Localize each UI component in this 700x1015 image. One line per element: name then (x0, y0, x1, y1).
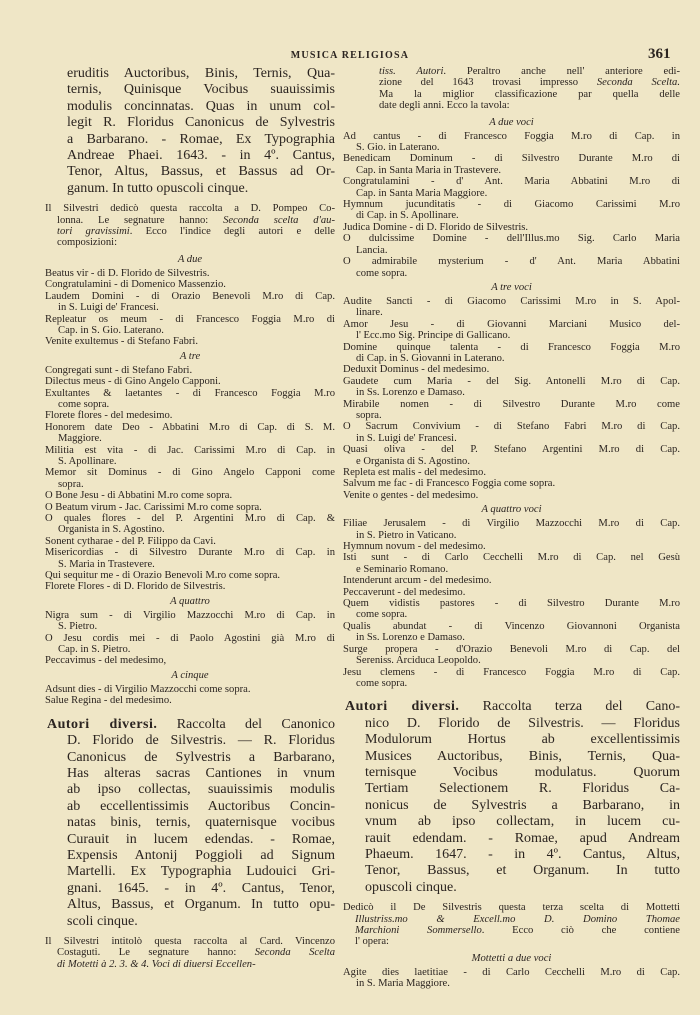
text-line: Qui sequitur me - di Orazio Benevoli M.ro come sopra. (45, 570, 281, 582)
section-heading (343, 503, 680, 517)
text-line: Cap. in Santa Maria in Trastevere. (356, 164, 502, 176)
text-line: Jesu clemens - di Francesco Foggia M.ro di Cap. (343, 666, 680, 678)
motet-list-item (343, 222, 680, 233)
motet-list-item (343, 467, 680, 478)
text-line: Nigra sum - di Virgilio Mazzocchi M.ro di Cap. in (45, 609, 335, 621)
text-line: Il Silvestri intitolò questa raccolta al Card. Vincenzo (45, 935, 335, 947)
motet-list-item (45, 279, 335, 290)
text-line: Deduxit Dominus - del medesimo. (343, 364, 490, 376)
motet-list-item (343, 153, 680, 176)
motet-list-item (45, 291, 335, 314)
text-line: Agite dies laetitiae - di Carlo Cecchelli M.ro di Cap. (343, 966, 680, 978)
text-line: Dedicò il De Silvestris questa terza scelta di Mottetti (343, 902, 680, 914)
text-line: eruditis Auctoribus, Binis, Ternis, Qua- (67, 66, 335, 81)
text-line: sopra. (58, 478, 84, 490)
motet-list-item (45, 268, 335, 279)
text-span: . Peraltro anche nell' anteriore edi- (443, 66, 680, 77)
text-line: A quattro voci (481, 504, 542, 516)
text-line (343, 77, 680, 88)
text-span: Raccolta terza del Cano- (459, 699, 680, 715)
italic-text: tori gravissimi (57, 226, 130, 238)
entry-heading: Autori diversi. (345, 699, 460, 715)
section-heading (343, 952, 680, 966)
text-line: Cap. in Santa Maria Maggiore. (356, 187, 488, 199)
motet-list-item (45, 655, 335, 666)
text-line: Adsunt dies - di Virgilio Mazzocchi come sopra. (45, 683, 251, 695)
text-line: a Barbarano. - Romae, Ex Typographia (67, 131, 335, 147)
motet-list-item (45, 376, 335, 387)
section-heading (343, 116, 680, 130)
text-line: Expensis Antonij Poggioli ad Signum (67, 847, 335, 863)
text-line: l' Ecc.mo Sig. Principe di Gallicano. (356, 330, 511, 342)
motet-list-item (343, 587, 680, 598)
motet-list-item (45, 467, 335, 490)
motet-list-item (45, 684, 335, 695)
motet-list-item (45, 422, 335, 445)
running-header: MUSICA RELIGIOSA (290, 50, 410, 61)
motet-list-item (45, 336, 335, 347)
text-line: date degli anni. Ecco la tavola: (379, 100, 510, 112)
text-line: ab ipso collectas, suauissimis modulis (67, 782, 335, 798)
text-line: Il Silvestri dedicò questa raccolta a D. Pompeo Co- (45, 203, 335, 215)
text-line: O quales flores - del P. Argentini M.ro di Cap. & (45, 513, 335, 524)
text-line: Musices Auctoribus, Binis, Ternis, Qua- (365, 748, 680, 764)
text-line: Altus, Bassus, et Organum. In tutto opu- (67, 897, 335, 913)
spacer (343, 689, 680, 699)
bibliographic-entry (45, 717, 335, 930)
spacer (45, 707, 335, 717)
text-line: Peccavimus - del medesimo, (45, 655, 167, 667)
text-line (45, 215, 335, 226)
text-line: Tenor, Altus, Bassus, et Bassus ad Or- (67, 164, 335, 180)
motet-list-item (343, 552, 680, 575)
text-line: Canonicus de Sylvestris a Barbarano, (67, 749, 335, 765)
text-line: O admirabile mysterium - d' Ant. Maria Abbatini (343, 256, 680, 268)
motet-list-item (45, 490, 335, 501)
editorial-note (343, 902, 680, 948)
text-line: in Ss. Lorenzo e Damaso. (356, 632, 465, 644)
motet-list-item (45, 695, 335, 706)
text-line: Lancia. (356, 244, 388, 256)
motet-list-item (45, 570, 335, 581)
text-line: rauit edendam. - Romae, apud Andream (365, 830, 680, 846)
editorial-note (45, 203, 335, 249)
page-number: 361 (648, 46, 671, 62)
text-line: in S. Pietro in Vaticano. (356, 529, 457, 541)
text-line: Quem vidistis pastores - di Silvestro Durante M.ro (343, 598, 680, 610)
text-line: Domine quinque talenta - di Francesco Foggia M.ro (343, 341, 680, 353)
text-line: A quattro (170, 595, 210, 607)
text-line: Maggiore. (58, 433, 102, 445)
text-line: Honorem date Deo - Abbatini M.ro di Cap. di S. M. (45, 421, 335, 433)
bibliographic-entry (343, 699, 680, 896)
text-line: in S. Luigi de' Francesi. (58, 302, 159, 314)
text-line: Phaeum. 1647. - in 4º. Cantus, Altus, (365, 846, 680, 862)
text-line: Sonent cytharae - del P. Filippo da Cavi. (45, 535, 216, 547)
text-line: A due (177, 253, 203, 265)
text-line: Venite o gentes - del medesimo. (343, 489, 479, 501)
bibliographic-entry (45, 66, 335, 197)
section-heading (45, 595, 335, 609)
text-line: Gaudete cum Maria - del Sig. Antonelli M.ro di Cap. (343, 375, 680, 387)
text-line: Hymnum jucunditatis - di Giacomo Carissimi M.ro (343, 199, 680, 211)
text-line: D. Florido de Silvestris. — R. Floridus (67, 733, 335, 749)
text-line: Sereniss. Arciduca Leopoldo. (356, 655, 481, 667)
text-line: O Jesu cordis mei - di Paolo Agostini già M.ro di (45, 632, 335, 644)
text-line: e Organista di S. Agostino. (356, 455, 470, 467)
text-line: Cap. in S. Gio. Laterano. (58, 324, 164, 336)
text-line: Beatus vir - di D. Florido de Silvestris. (45, 267, 210, 279)
text-line: O Sacrum Convivium - di Stefano Fabri M.ro di Cap. (343, 421, 680, 433)
text-line: come sopra. (58, 398, 110, 410)
editorial-note (343, 66, 680, 112)
text-line: O Bone Jesu - di Abbatini M.ro come sopra. (45, 490, 233, 502)
motet-list-item (343, 541, 680, 552)
text-line: come sopra. (356, 677, 408, 689)
text-line (343, 699, 680, 715)
motet-list-item (343, 233, 680, 256)
text-line (343, 925, 680, 936)
text-line: ganum. In tutto opuscoli cinque. (67, 180, 249, 196)
text-span: zione del 1643 trovasi impresso (379, 77, 597, 89)
text-line (343, 914, 680, 925)
text-line: Ad cantus - di Francesco Foggia M.ro di Cap. in (343, 130, 680, 142)
text-line: vnum ab ipso collectam, in lucem cu- (365, 814, 680, 830)
text-line (45, 717, 335, 733)
text-line (45, 226, 335, 237)
entry-heading: Autori diversi. (47, 716, 158, 732)
motet-list-item (343, 131, 680, 154)
italic-text: di Motetti à 2. 3. & 4. Voci di diuersi Eccellen- (57, 958, 256, 970)
text-line: Laudem Domini - di Orazio Benevoli M.ro di Cap. (45, 290, 335, 302)
text-line: Salvum me fac - di Francesco Foggia come sopra. (343, 478, 556, 490)
motet-list-item (45, 314, 335, 337)
motet-list-item (45, 410, 335, 421)
motet-list-item (343, 176, 680, 199)
text-line: in S. Maria Maggiore. (356, 978, 450, 990)
text-line: Repleatur os meum - di Francesco Foggia M.ro di (45, 313, 335, 325)
text-span: . Ecco l'indice degli autori e delle (129, 226, 335, 238)
text-line: Dilectus meus - di Gino Angelo Capponi. (45, 376, 221, 388)
motet-list-item (343, 199, 680, 222)
text-span: . Ecco ciò che contiene (481, 925, 680, 936)
motet-list-item (343, 319, 680, 342)
motet-list-item (343, 364, 680, 375)
text-line: Misericordias - di Silvestro Durante M.ro di Cap. in (45, 547, 335, 559)
text-line: Curauit in lucem edendas. - Romae, (67, 831, 335, 847)
text-line: Judica Domine - di D. Florido de Silvestris. (343, 221, 529, 233)
text-line: Filiae Jerusalem - di Virgilio Mazzocchi M.ro di Cap. (343, 518, 680, 530)
text-line: legit R. Floridus Canonicus de Sylvestris (67, 115, 335, 131)
text-line: Has alteras sacras Cantiones in vnum (67, 765, 335, 781)
motet-list-item (343, 598, 680, 621)
motet-list-item (343, 478, 680, 489)
text-line (343, 66, 680, 77)
motet-list-item (343, 518, 680, 541)
italic-text: Marchioni Sommersello (355, 925, 482, 936)
text-line: A tre (179, 350, 201, 362)
motet-list-item (343, 490, 680, 501)
text-line: Intenderunt arcum - del medesimo. (343, 575, 492, 587)
motet-list-item (45, 610, 335, 633)
text-line: Florete Flores - di D. Florido de Silvestris. (45, 581, 226, 593)
text-line: Mottetti a due voci (471, 952, 552, 964)
text-line: Memor sit Dominus - di Gino Angelo Capponi come (45, 467, 335, 479)
motet-list-item (343, 296, 680, 319)
text-line: Isti sunt - di Carlo Cecchelli M.ro di Cap. nel Gesù (343, 552, 680, 564)
text-line: sopra. (356, 409, 382, 421)
text-line: Martelli. Ex Typographia Ludouici Gri- (67, 864, 335, 880)
text-line: Amor Jesu - di Giovanni Marciani Musico del- (343, 318, 680, 330)
motet-list-item (45, 502, 335, 513)
text-line: l' opera: (355, 936, 389, 948)
section-heading (45, 253, 335, 267)
editorial-note (45, 936, 335, 970)
text-line: composizioni: (57, 237, 118, 249)
text-line: Modulorum Hortus ab excellentissimis (365, 732, 680, 748)
section-heading (45, 669, 335, 683)
text-span: Costaguti. Le segnature hanno: (57, 947, 255, 959)
text-line: Andreae Phaei. 1643. - in 4º. Cantus, (67, 148, 335, 164)
text-line: Congratulamini - di Domenico Massenzio. (45, 279, 226, 291)
italic-text: tiss. Autori (379, 66, 444, 77)
motet-list-item (343, 444, 680, 467)
motet-list-item (343, 376, 680, 399)
motet-list-item (343, 644, 680, 667)
text-line: Militia est vita - di Jac. Carissimi M.ro di Cap. in (45, 444, 335, 456)
text-line: Tertiam Selectionem R. Floridus Ca- (365, 781, 680, 797)
text-line: Hymnum novum - del medesimo. (343, 541, 486, 553)
text-line: linare. (356, 307, 383, 319)
italic-text: Seconda Scelta. (596, 77, 680, 89)
text-line: Peccaverunt - del medesimo. (343, 586, 466, 598)
text-line: S. Maria in Trastevere. (58, 558, 155, 570)
text-line: Repleta est malis - del medesimo. (343, 467, 486, 478)
right-column (343, 66, 680, 990)
text-line: A tre voci (491, 281, 532, 293)
text-line (45, 959, 335, 970)
text-span: lonna. Le segnature hanno: (57, 214, 224, 226)
text-line: S. Pietro. (58, 621, 98, 633)
text-line: e Seminario Romano. (356, 563, 449, 575)
text-line (45, 947, 335, 958)
italic-text: Seconda scelta d'au- (223, 214, 335, 226)
text-line: Audite Sancti - di Giacomo Carissimi M.ro in S. Apol- (343, 295, 680, 307)
text-line: Surge propera - d'Orazio Benevoli M.ro di Cap. del (343, 643, 680, 655)
motet-list-item (45, 547, 335, 570)
motet-list-item (45, 633, 335, 656)
motet-list-item (45, 365, 335, 376)
text-line: Florete flores - del medesimo. (45, 410, 173, 422)
text-line: S. Apollinare. (58, 455, 117, 467)
text-line: A due voci (489, 116, 534, 128)
motet-list-item (343, 342, 680, 365)
text-line: di Cap. in S. Apollinare. (356, 210, 459, 222)
left-column (45, 66, 335, 974)
motet-list-item (343, 575, 680, 586)
motet-list-item (45, 536, 335, 547)
text-line: gnani. 1645. - in 4º. Cantus, Tenor, (67, 880, 335, 896)
motet-list-item (45, 513, 335, 536)
text-line: Venite exultemus - di Stefano Fabri. (45, 336, 198, 348)
text-line: ternis, Quinisque Vocibus suauissimis (67, 82, 335, 98)
text-line: di Cap. in S. Giovanni in Laterano. (356, 352, 505, 364)
text-line: Benedicam Dominum - di Silvestro Durante M.ro di (343, 153, 680, 165)
text-line: Ma la miglior classificazione par quella delle (379, 88, 680, 100)
motet-list-item (343, 967, 680, 990)
text-line: modulis concinnatas. Quas in unum col- (67, 98, 335, 114)
section-heading (343, 281, 680, 295)
motet-list-item (343, 399, 680, 422)
section-heading (45, 350, 335, 364)
text-line: Organista in S. Agostino. (58, 524, 165, 536)
italic-text: Illustriss.mo & Excell.mo D. Domino Thomae (355, 913, 680, 925)
text-line: Congratulamini - d' Ant. Maria Abbatini M.ro di (343, 176, 680, 188)
text-line: come sopra. (356, 609, 408, 621)
text-line: nico D. Florido de Silvestris. — Floridus (365, 715, 680, 731)
text-line: Exultantes & laetantes - di Francesco Foggia M.ro (45, 387, 335, 399)
text-line: opuscoli cinque. (365, 879, 457, 895)
text-line: A cinque (171, 669, 209, 681)
text-line: natas binis, ternis, quaternisque vocibus (67, 815, 335, 831)
motet-list-item (45, 445, 335, 468)
motet-list-item (45, 388, 335, 411)
text-line: S. Gio. in Laterano. (356, 142, 440, 154)
motet-list-item (343, 621, 680, 644)
text-line: Congregati sunt - di Stefano Fabri. (45, 364, 193, 376)
text-line: nonicus de Sylvestris a Barbarano, in (365, 797, 680, 813)
text-line: ternisque Vocibus modulatus. Quorum (365, 764, 680, 780)
text-line: O Beatum virum - Jac. Carissimi M.ro come sopra. (45, 501, 262, 513)
text-line: O dulcissime Domine - dell'Illus.mo Sig. Carlo Maria (343, 233, 680, 245)
text-line: Mirabile nomen - di Silvestro Durante M.ro come (343, 398, 680, 410)
text-line: Quasi oliva - del P. Stefano Argentini M.ro di Cap. (343, 444, 680, 456)
text-line: in S. Luigi de' Francesi. (356, 432, 457, 444)
text-span: Raccolta del Canonico (157, 716, 336, 732)
italic-text: Seconda Scelta (254, 947, 335, 959)
motet-list-item (343, 256, 680, 279)
motet-list-item (343, 421, 680, 444)
motet-list-item (343, 667, 680, 690)
text-line: in Ss. Lorenzo e Damaso. (356, 387, 465, 399)
text-line: ab eccellentissimis Auctoribus Concin- (67, 798, 335, 814)
text-line: Tenor, Bassus, et Organum. In tutto (365, 863, 680, 879)
text-line: Qualis abundat - di Vincenzo Giovannoni Organista (343, 620, 680, 632)
text-line: scoli cinque. (67, 913, 138, 929)
motet-list-item (45, 581, 335, 592)
text-line: come sopra. (356, 267, 408, 279)
text-line: Salue Regina - del medesimo. (45, 695, 172, 707)
text-line: Cap. in S. Pietro. (58, 644, 131, 656)
